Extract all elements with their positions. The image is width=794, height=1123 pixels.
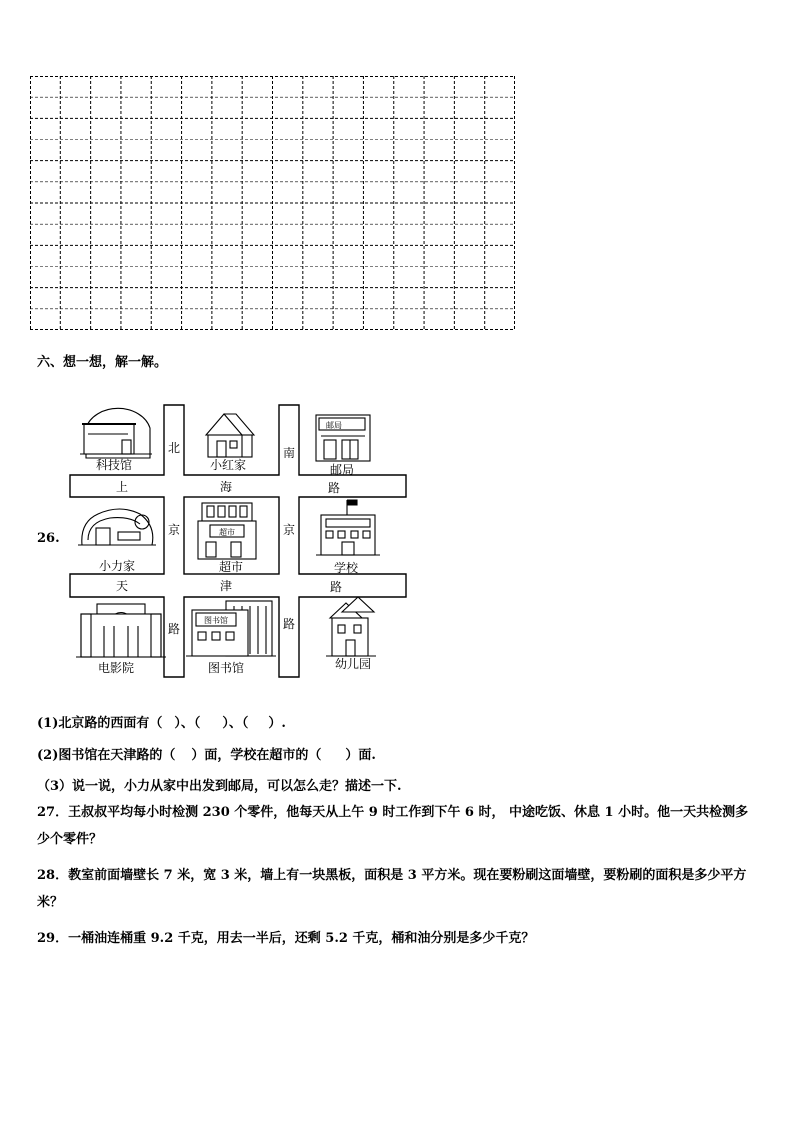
question-26-number: 26. [37, 531, 60, 546]
supermarket-sign: 超市 [219, 528, 235, 537]
road-label-jing-left: 京 [167, 523, 181, 537]
library-sign: 图书馆 [204, 616, 228, 625]
road-label-lu-left: 路 [167, 622, 181, 636]
place-kindergarten: 幼儿园 [334, 657, 372, 671]
place-cinema: 电影院 [97, 661, 135, 675]
question-29: 29．一桶油连桶重 9.2 千克，用去一半后，还剩 5.2 千克，桶和油分别是多少千克？ [37, 931, 535, 946]
xiaohong-home-icon [206, 414, 254, 457]
place-supermarket: 超市 [218, 560, 244, 574]
road-label-jing-right: 京 [282, 523, 296, 537]
school-icon [316, 500, 380, 555]
street-map [66, 400, 418, 682]
xiaoli-home-icon [78, 509, 156, 545]
road-label-lu-top: 路 [327, 481, 341, 495]
place-xiaoli-home: 小力家 [98, 559, 136, 573]
road-label-lu-bottom: 路 [329, 580, 343, 594]
kindergarten-icon [326, 597, 376, 656]
place-library: 图书馆 [207, 661, 245, 675]
question-27: 27．王叔叔平均每小时检测 230 个零件，他每天从上午 9 时工作到下午 6 时， 中途吃饭、休息 1 小时。他一天共检测多少个零件？ [37, 805, 749, 847]
place-science-museum: 科技馆 [95, 458, 133, 472]
writing-grid [30, 76, 515, 330]
q26-sub3: （3）说一说，小力从家中出发到邮局，可以怎么走？描述一下. [37, 779, 402, 794]
road-label-jin: 津 [219, 579, 233, 593]
library-icon [186, 601, 276, 656]
science-museum-icon [80, 408, 152, 458]
place-post-office: 邮局 [329, 463, 355, 477]
question-28: 28．教室前面墙壁长 7 米，宽 3 米，墙上有一块黑板，面积是 3 平方米。现在要粉刷这面墙壁，要粉刷的面积是多少平方米？ [37, 868, 747, 910]
road-label-hai: 海 [219, 480, 233, 494]
place-school: 学校 [333, 561, 359, 575]
road-label-tian: 天 [115, 579, 129, 593]
road-label-bei: 北 [167, 441, 181, 455]
q26-sub2: (2)图书馆在天津路的（ ）面，学校在超市的（ ）面. [37, 748, 376, 763]
q26-sub1: (1)北京路的西面有（ ）、（ ）、（ ）. [37, 716, 286, 731]
post-office-sign: 邮局 [326, 421, 342, 430]
road-label-nan: 南 [282, 446, 296, 460]
section-title: 六、想一想，解一解。 [37, 355, 168, 370]
place-xiaohong-home: 小红家 [209, 458, 247, 472]
road-label-shang: 上 [115, 480, 129, 494]
post-office-icon [316, 415, 370, 461]
road-label-lu-right: 路 [282, 617, 296, 631]
cinema-icon [76, 604, 166, 657]
